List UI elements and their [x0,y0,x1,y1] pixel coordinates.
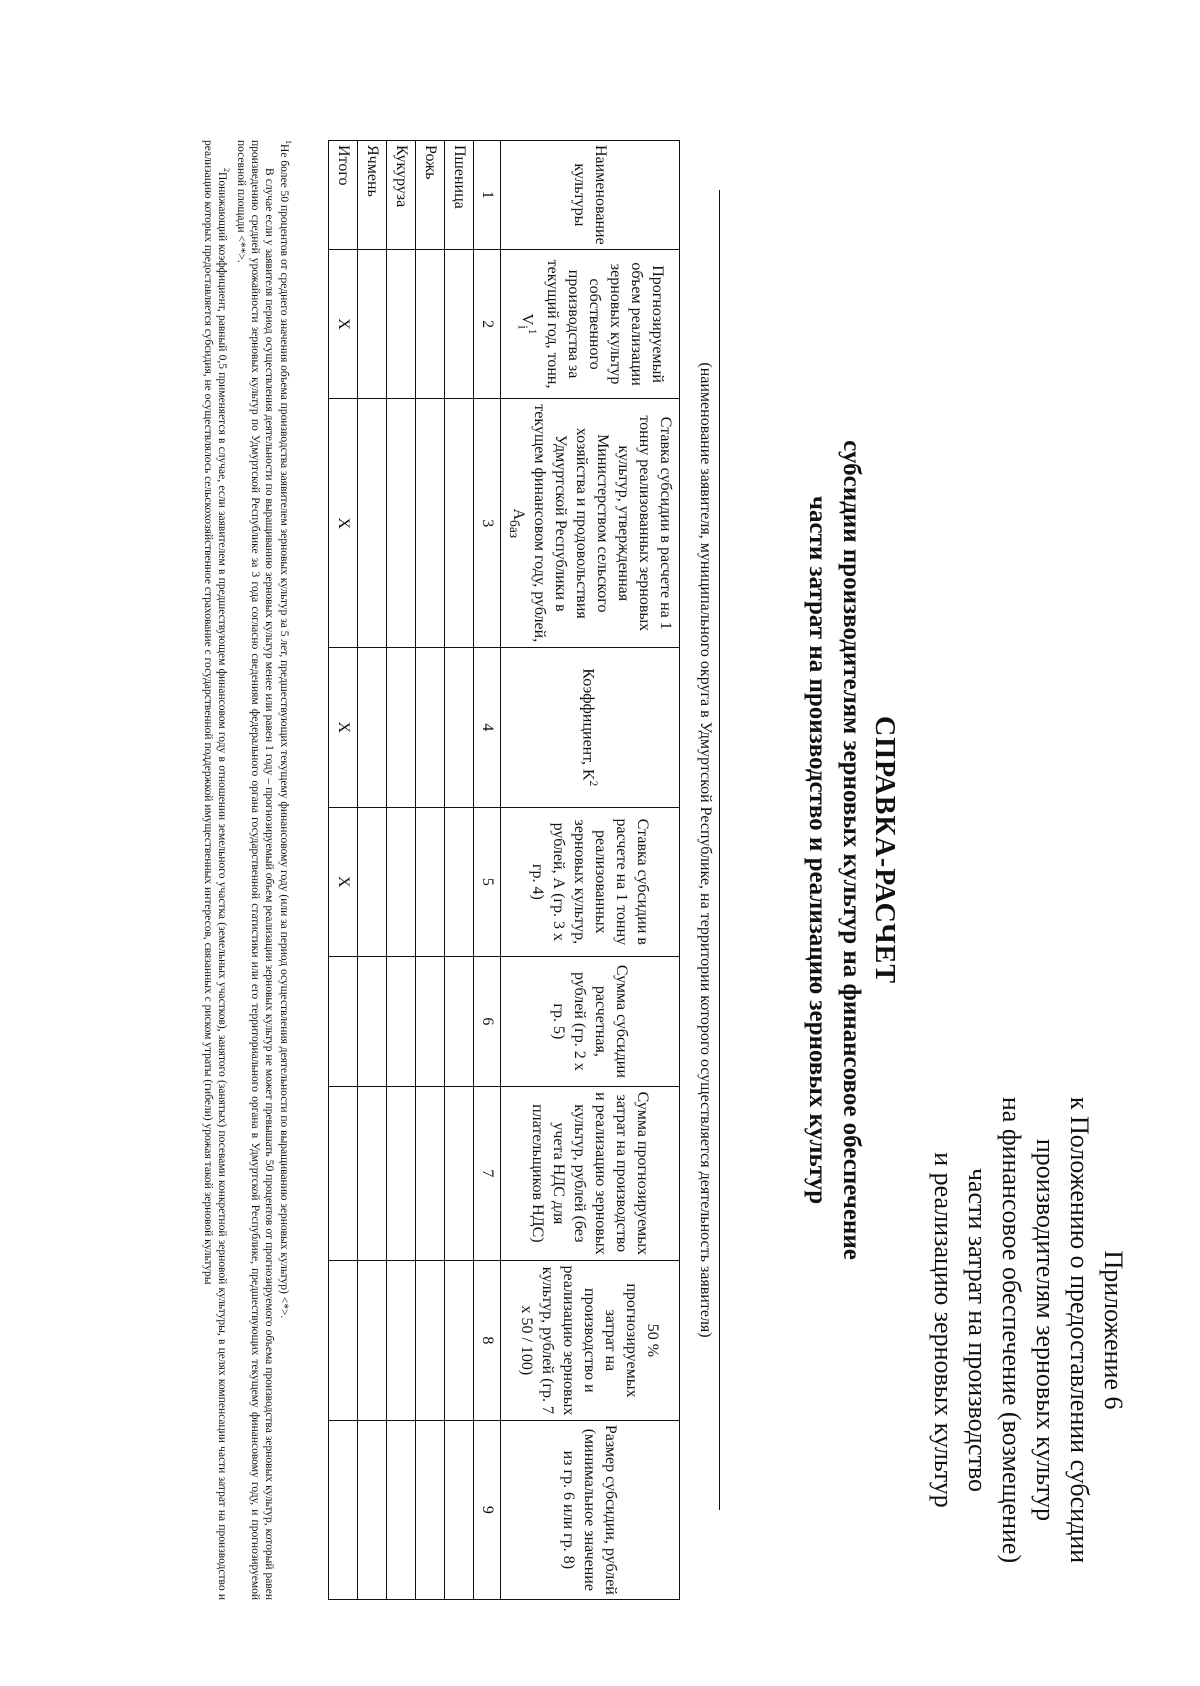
column-number: 5 [473,807,500,957]
cell-half-costs[interactable] [357,1261,386,1421]
cell-half-costs[interactable] [386,1261,415,1421]
cell-forecast-volume[interactable] [444,249,473,399]
table-row [357,141,386,1600]
cell-subsidy-calc[interactable] [357,957,386,1086]
appendix-line-6: и реализацию зерновых культур [929,1152,958,1508]
applicant-name-field[interactable] [719,190,760,1510]
cell-base-rate[interactable] [415,399,444,648]
column-number: 7 [473,1086,500,1260]
cell-rate-per-ton[interactable] [386,807,415,957]
cell-rate-per-ton: X [328,807,357,957]
header-coefficient: Коэффициент, $K^2$ [500,648,679,807]
cell-coefficient[interactable] [444,648,473,807]
crop-name: Кукуруза [386,141,415,250]
cell-half-costs[interactable] [328,1261,357,1421]
cell-half-costs[interactable] [415,1261,444,1421]
table-header-row [500,141,679,1600]
cell-base-rate[interactable] [386,399,415,648]
document-title [800,50,900,1650]
header-subsidy-calc: Сумма субсидии расчетная, рублей (гр. 2 x гр. 5) [500,957,679,1086]
title-sub-1: субсидии производителям зерновых культур на финансовое обеспечение [838,440,865,1260]
column-number-row [473,141,500,1600]
appendix-line-2: к Положению о предоставлении субсидии [1065,1096,1094,1564]
cell-half-costs[interactable] [444,1261,473,1421]
crop-name: Пшеница [444,141,473,250]
applicant-caption: (наименование заявителя, муниципального округа в Удмуртской Республике, на территории которого осуществляется деятельность заявителя) [697,362,714,1338]
title-main: СПРАВКА-РАСЧЕТ [869,715,900,985]
footnotes [200,140,295,1600]
header-forecast-costs: Сумма прогнозируемых затрат на производство и реализацию зерновых культур, рублей (без учета НДС для плательщиков НДС) [500,1086,679,1260]
cell-subsidy-amount[interactable] [444,1420,473,1599]
cell-forecast-costs[interactable] [444,1086,473,1260]
appendix-reference [926,1030,1130,1630]
document-sheet [100,50,1200,1650]
cell-forecast-costs[interactable] [328,1086,357,1260]
cell-coefficient[interactable] [357,648,386,807]
cell-forecast-costs[interactable] [415,1086,444,1260]
cell-rate-per-ton[interactable] [444,807,473,957]
cell-rate-per-ton[interactable] [357,807,386,957]
cell-base-rate[interactable] [357,399,386,648]
cell-forecast-volume[interactable] [415,249,444,399]
cell-coefficient[interactable] [386,648,415,807]
cell-subsidy-calc[interactable] [415,957,444,1086]
header-forecast-volume: Прогнозируемый объем реализации зерновых культур собственного производства за текущий год, тонн, $V_i^1$ [500,249,679,399]
column-number: 1 [473,141,500,250]
appendix-line-5: части затрат на производство [963,1167,992,1493]
table-row [444,141,473,1600]
cell-forecast-volume[interactable] [386,249,415,399]
appendix-line-1: Приложение 6 [1099,1250,1128,1410]
header-rate-per-ton: Ставка субсидии в расчете на 1 тонну реализованных зерновых культур, рублей, А (гр. 3 x гр. 4) [500,807,679,957]
footnote-2: $^2$Понижающий коэффициент, равный 0,5 применяется в случае, если заявителем в предшествующем финансовом году в отношении земельного участка (земельных участков), занятого (занятых) посевами конкретной зерновой культуры, в целях компенсации части затрат на производство и реализацию которых предоставляется субсидия, не осуществлялось сельскохозяйственное страхование с государственной поддержкой имущественных интересов, связанных с риском утраты (гибели) урожая такой зерновой культуры [202,140,232,1600]
table-row-total [328,141,357,1600]
appendix-line-3: производителям зерновых культур [1031,1138,1060,1522]
footnote-1-continued: В случае если у заявителя период осуществления деятельности по выращиванию зерновых культур менее или равен 1 году – прогнозируемый объем реализации зерновых культур не может превышать 50 процентов от прогнозируемого объема производства зерновых культур, который равен произведению средней урожайности зерновых культур по Удмуртской Республике за 3 года согласно сведениям федерального органа государственной статистики или его территориального органа в Удмуртской Республике, предшествующих текущему финансовому году, и прогнозируемой посевной площади <**>. [235,140,276,1600]
header-base-rate: Ставка субсидии в расчете на 1 тонну реализованных зерновых культур, утвержденная Министерством сельского хозяйства и продовольствия Удмуртской Республики в текущем финансовом году, рублей, $А_{баз}$ [500,399,679,648]
cell-subsidy-amount[interactable] [357,1420,386,1599]
footnote-1: $^1$Не более 50 процентов от среднего значения объема производства заявителем зерновых культур за 5 лет, предшествующих текущему финансовому году (или за период осуществления деятельности по выращиванию зерновых культур) <*>. [278,140,293,1319]
cell-forecast-volume[interactable] [357,249,386,399]
cell-base-rate: X [328,399,357,648]
cell-rate-per-ton[interactable] [415,807,444,957]
header-crop-name: Наименование культуры [500,141,679,250]
crop-name: Итого [328,141,357,250]
cell-forecast-volume: X [328,249,357,399]
cell-subsidy-amount[interactable] [415,1420,444,1599]
table-row [415,141,444,1600]
column-number: 2 [473,249,500,399]
column-number: 3 [473,399,500,648]
column-number: 4 [473,648,500,807]
crop-name: Ячмень [357,141,386,250]
crop-name: Рожь [415,141,444,250]
cell-subsidy-calc[interactable] [328,957,357,1086]
cell-coefficient: X [328,648,357,807]
cell-base-rate[interactable] [444,399,473,648]
cell-forecast-costs[interactable] [386,1086,415,1260]
title-sub-2: части затрат на производство и реализацию зерновых культур [804,495,831,1205]
cell-subsidy-amount[interactable] [386,1420,415,1599]
cell-subsidy-calc[interactable] [444,957,473,1086]
cell-subsidy-amount[interactable] [328,1420,357,1599]
calculation-table [328,140,680,1600]
column-number: 8 [473,1261,500,1421]
appendix-line-4: на финансовое обеспечение (возмещение) [997,1096,1026,1564]
column-number: 6 [473,957,500,1086]
header-subsidy-amount: Размер субсидии, рублей (минимальное значение из гр. 6 или гр. 8) [500,1420,679,1599]
header-half-costs: 50 % прогнозируемых затрат на производство и реализацию зерновых культур, рублей (гр. 7 x 50 / 100) [500,1261,679,1421]
column-number: 9 [473,1420,500,1599]
cell-coefficient[interactable] [415,648,444,807]
cell-subsidy-calc[interactable] [386,957,415,1086]
cell-forecast-costs[interactable] [357,1086,386,1260]
table-row [386,141,415,1600]
